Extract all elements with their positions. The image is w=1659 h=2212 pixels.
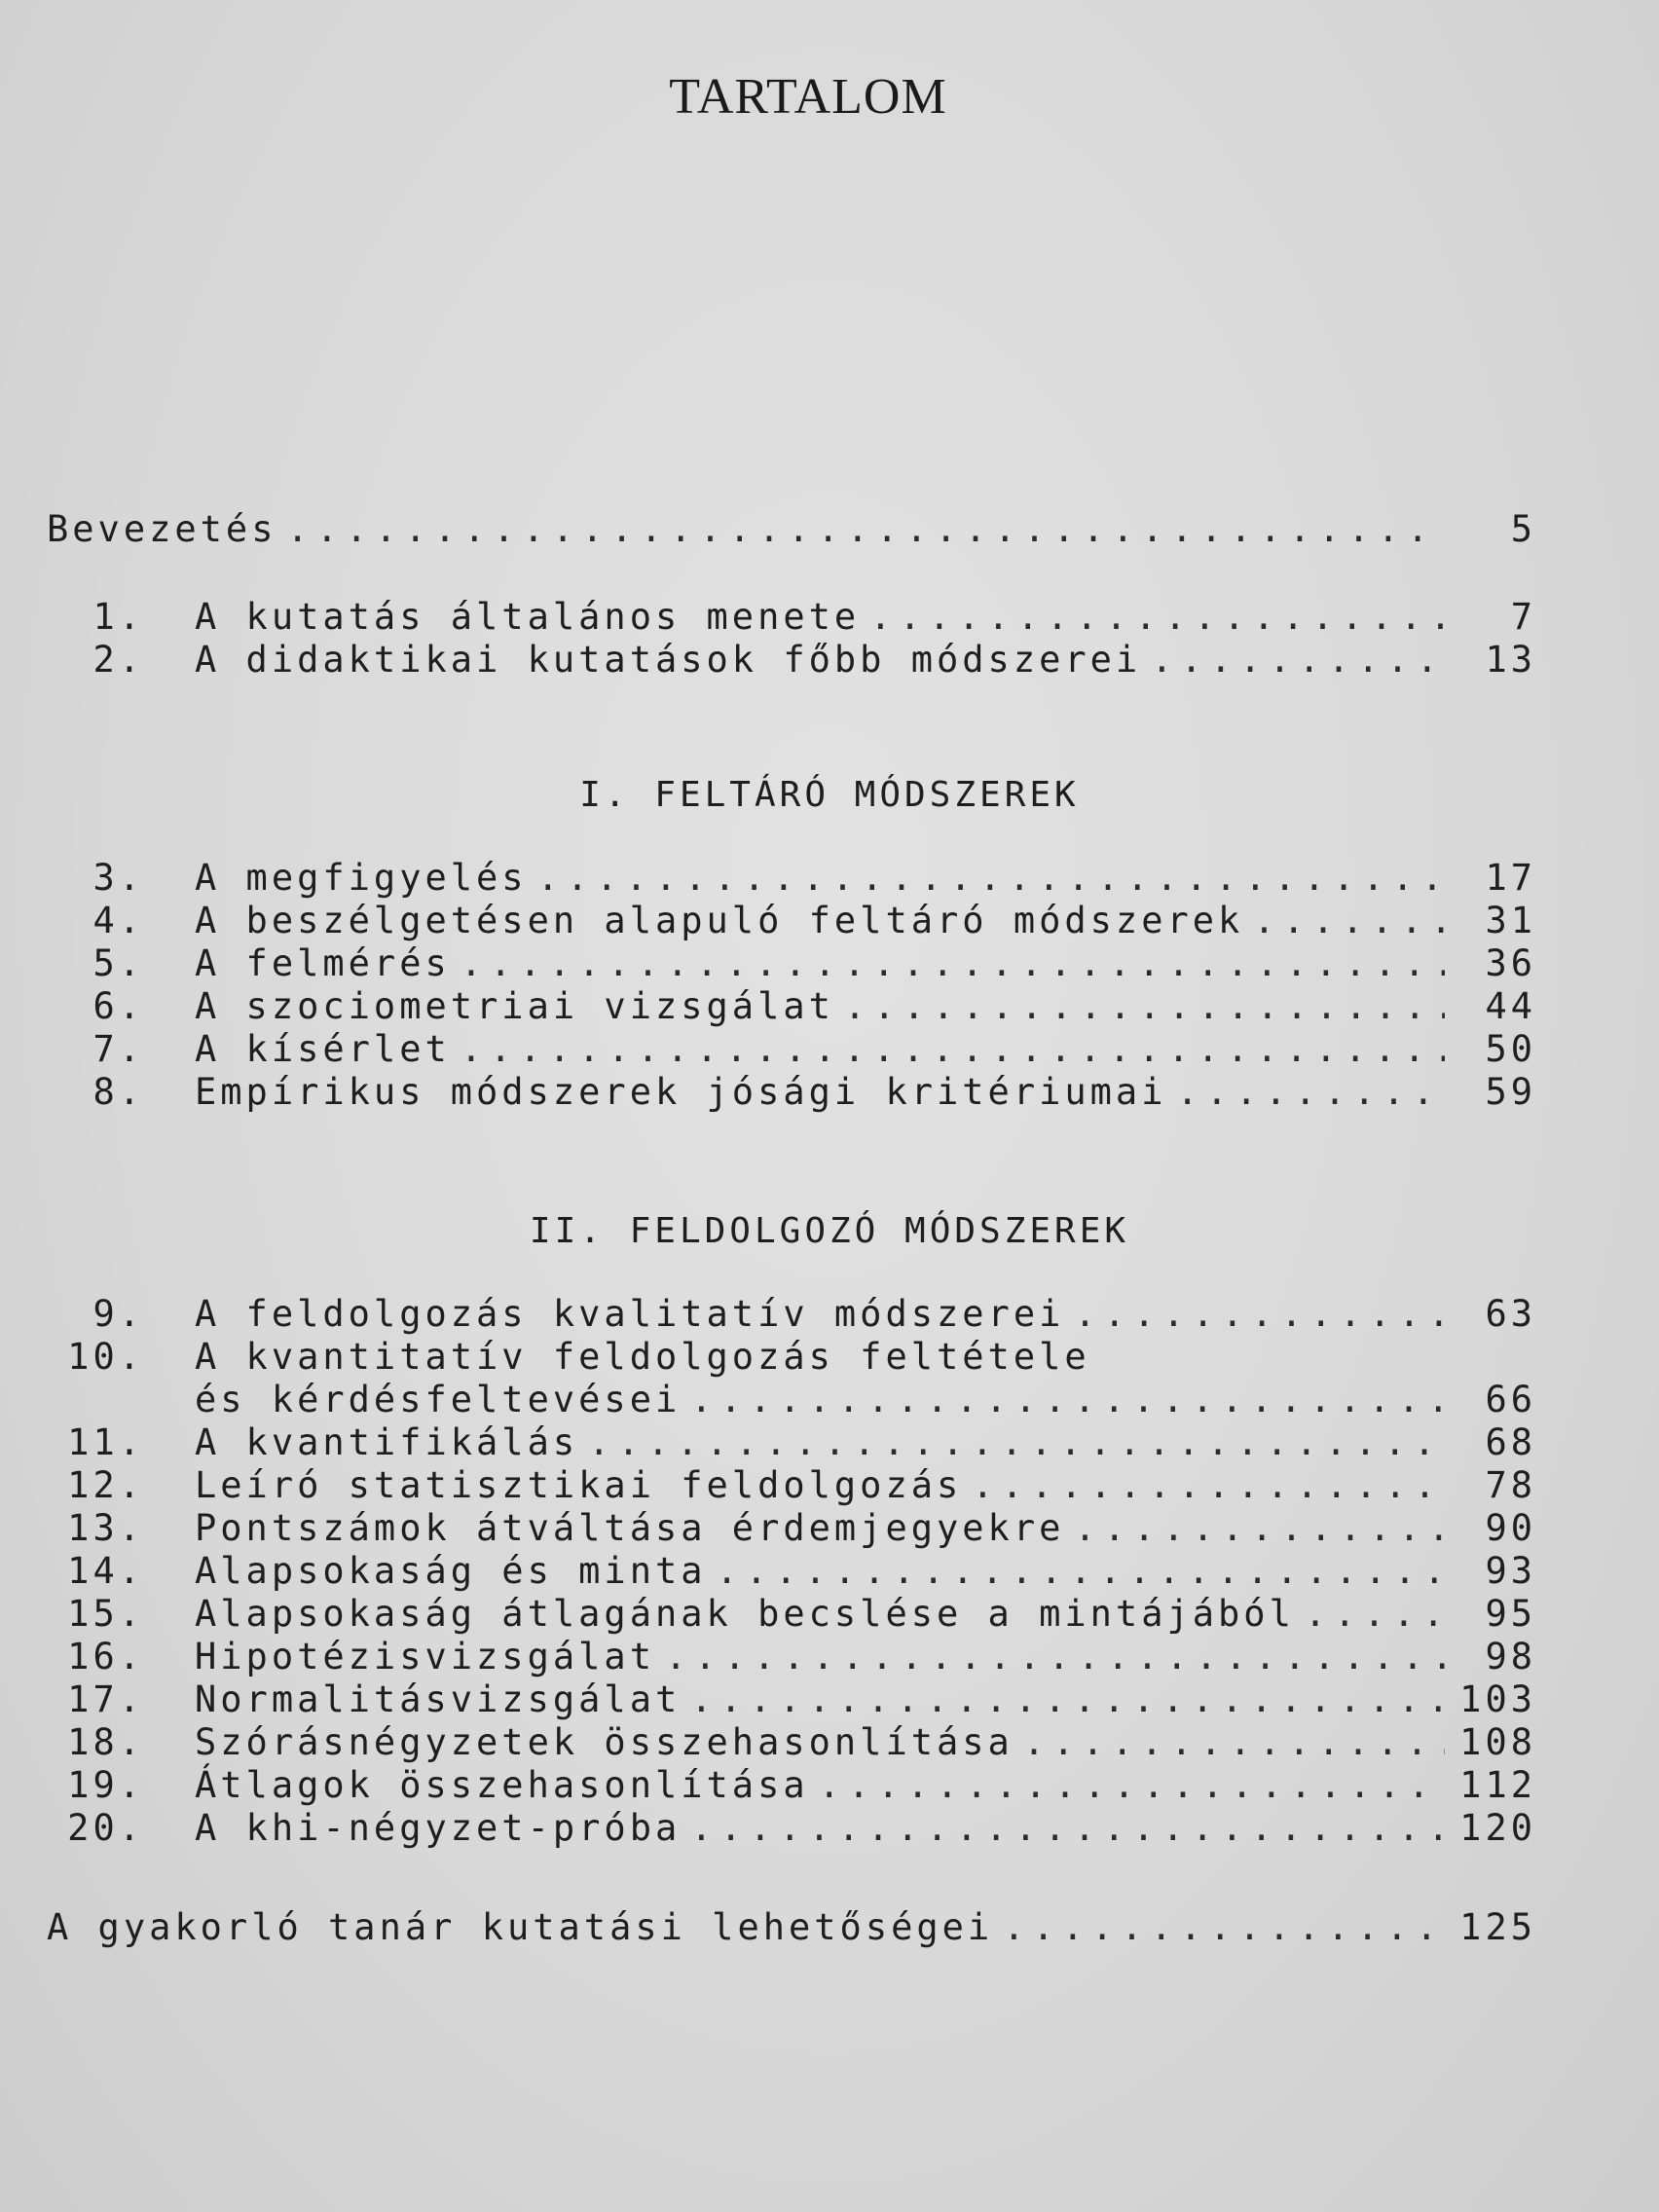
toc-entry-number: 9. — [92, 1293, 144, 1335]
toc-entry-text: Átlagok összehasonlítása — [195, 1764, 809, 1806]
toc-entry — [47, 1464, 1536, 1507]
leader-dots — [690, 1379, 1445, 1420]
leader-dots — [869, 596, 1445, 638]
toc-entry-text: Normalitásvizsgálat — [195, 1678, 682, 1720]
toc-entry — [47, 1807, 1536, 1850]
leader-dots — [690, 1678, 1445, 1720]
section-heading: II. FELDOLGOZÓ MÓDSZEREK — [529, 1211, 1130, 1251]
toc-entry — [47, 1593, 1536, 1636]
leader-dots — [717, 1550, 1445, 1592]
toc-entry-page: 93 — [1485, 1550, 1536, 1592]
toc-entry-text: Pontszámok átváltása érdemjegyekre — [195, 1507, 1065, 1549]
toc-entry-page: 36 — [1485, 942, 1536, 984]
toc-entry-number: 16. — [67, 1636, 144, 1677]
toc-entry-page: 112 — [1459, 1764, 1536, 1806]
toc-entry-text: Alapsokaság átlagának becslése a mintájából — [195, 1593, 1295, 1635]
toc-entry-text: A beszélgetésen alapuló feltáró módszerek — [195, 900, 1244, 941]
toc-entry-page: 5 — [1510, 508, 1536, 550]
toc-entry-number: 19. — [67, 1764, 144, 1806]
toc-entry-page: 13 — [1485, 639, 1536, 681]
toc-entry-text: Alapsokaság és minta — [195, 1550, 707, 1592]
toc-entry — [47, 639, 1536, 682]
toc-entry — [47, 1071, 1536, 1114]
toc-entry-number: 12. — [67, 1464, 144, 1506]
toc-entry-text: A szociometriai vizsgálat — [195, 985, 834, 1027]
toc-entry — [47, 1636, 1536, 1678]
toc-entry-number: 15. — [67, 1593, 144, 1635]
section-heading: I. FELTÁRÓ MÓDSZEREK — [579, 775, 1080, 815]
toc-entry — [47, 1764, 1536, 1807]
toc-entry-page: 7 — [1510, 596, 1536, 638]
leader-dots — [461, 942, 1445, 984]
leader-dots — [537, 857, 1445, 899]
toc-entry-page: 98 — [1485, 1636, 1536, 1677]
leader-dots — [1151, 639, 1445, 681]
toc-entry-number: 11. — [67, 1421, 144, 1463]
toc-entry-number: 8. — [92, 1071, 144, 1113]
toc-entry-text: Bevezetés — [47, 508, 277, 550]
toc-entry — [47, 596, 1536, 639]
toc-entry-page: 108 — [1459, 1721, 1536, 1763]
toc-entry — [47, 1678, 1536, 1721]
toc-entry — [47, 1421, 1536, 1464]
toc-entry-number: 10. — [67, 1336, 144, 1378]
toc-entry-page: 50 — [1485, 1028, 1536, 1070]
toc-entry — [47, 1336, 1536, 1379]
leader-dots — [819, 1764, 1445, 1806]
toc-entry-text: A kvantifikálás — [195, 1421, 579, 1463]
toc-entry — [47, 857, 1536, 900]
toc-entry-number: 3. — [92, 857, 144, 899]
toc-entry — [47, 1507, 1536, 1550]
toc-entry-number: 20. — [67, 1807, 144, 1849]
toc-entry — [47, 942, 1536, 985]
toc-entry-page: 31 — [1485, 900, 1536, 941]
toc-entry — [47, 1721, 1536, 1764]
toc-entry-text: A kísérlet — [195, 1028, 451, 1070]
toc-entry — [47, 1028, 1536, 1071]
toc-entry-closing — [47, 1906, 1536, 1949]
toc-entry-page: 78 — [1485, 1464, 1536, 1506]
page-title: TARTALOM — [669, 69, 947, 125]
leader-dots — [1003, 1906, 1445, 1948]
toc-entry-text: A khi-négyzet-próba — [195, 1807, 682, 1849]
toc-entry-continuation — [47, 1379, 1536, 1421]
toc-entry-number: 14. — [67, 1550, 144, 1592]
toc-entry-number: 6. — [92, 985, 144, 1027]
toc-entry-text: Leíró statisztikai feldolgozás — [195, 1464, 963, 1506]
toc-entry-page: 68 — [1485, 1421, 1536, 1463]
toc-entry — [47, 1550, 1536, 1593]
toc-entry-number: 17. — [67, 1678, 144, 1720]
toc-entry-text: A kutatás általános menete — [195, 596, 861, 638]
toc-entry-text: A megfigyelés — [195, 857, 528, 899]
leader-dots — [1253, 900, 1445, 941]
toc-entry — [47, 985, 1536, 1028]
toc-entry-page: 44 — [1485, 985, 1536, 1027]
toc-entry-page: 63 — [1485, 1293, 1536, 1335]
toc-entry-text: Szórásnégyzetek összehasonlítása — [195, 1721, 1014, 1763]
toc-entry-text: Empírikus módszerek jósági kritériumai — [195, 1071, 1167, 1113]
leader-dots — [286, 508, 1445, 550]
leader-dots — [1176, 1071, 1445, 1113]
toc-entry-text: és kérdésfeltevései — [195, 1379, 682, 1420]
toc-entry-text: Hipotézisvizsgálat — [195, 1636, 655, 1677]
toc-entry-page: 90 — [1485, 1507, 1536, 1549]
toc-entry-number: 7. — [92, 1028, 144, 1070]
toc-entry-page: 95 — [1485, 1593, 1536, 1635]
toc-entry-page: 17 — [1485, 857, 1536, 899]
toc-entry-page: 66 — [1485, 1379, 1536, 1420]
toc-entry — [47, 1293, 1536, 1336]
leader-dots — [665, 1636, 1445, 1677]
toc-entry-number: 1. — [92, 596, 144, 638]
toc-entry-number: 18. — [67, 1721, 144, 1763]
toc-entry-text: A feldolgozás kvalitatív módszerei — [195, 1293, 1065, 1335]
leader-dots — [844, 985, 1445, 1027]
toc-entry-page: 125 — [1459, 1906, 1536, 1948]
toc-entry-page: 59 — [1485, 1071, 1536, 1113]
toc-entry-intro — [47, 508, 1536, 551]
leader-dots — [1074, 1293, 1445, 1335]
leader-dots — [972, 1464, 1445, 1506]
leader-dots — [588, 1421, 1445, 1463]
leader-dots — [1305, 1593, 1445, 1635]
toc-entry-text: A kvantitatív feldolgozás feltétele — [195, 1336, 1090, 1378]
leader-dots — [1023, 1721, 1445, 1763]
leader-dots — [690, 1807, 1445, 1849]
toc-entry-text: A didaktikai kutatások főbb módszerei — [195, 639, 1142, 681]
leader-dots — [1074, 1507, 1445, 1549]
toc-entry-number: 13. — [67, 1507, 144, 1549]
toc-entry-text: A felmérés — [195, 942, 451, 984]
leader-dots — [461, 1028, 1445, 1070]
toc-entry-page: 120 — [1459, 1807, 1536, 1849]
toc-entry-text: A gyakorló tanár kutatási lehetőségei — [47, 1906, 994, 1948]
toc-entry-page: 103 — [1459, 1678, 1536, 1720]
toc-entry-number: 5. — [92, 942, 144, 984]
toc-entry-number: 4. — [92, 900, 144, 941]
toc-entry-number: 2. — [92, 639, 144, 681]
toc-entry — [47, 900, 1536, 942]
